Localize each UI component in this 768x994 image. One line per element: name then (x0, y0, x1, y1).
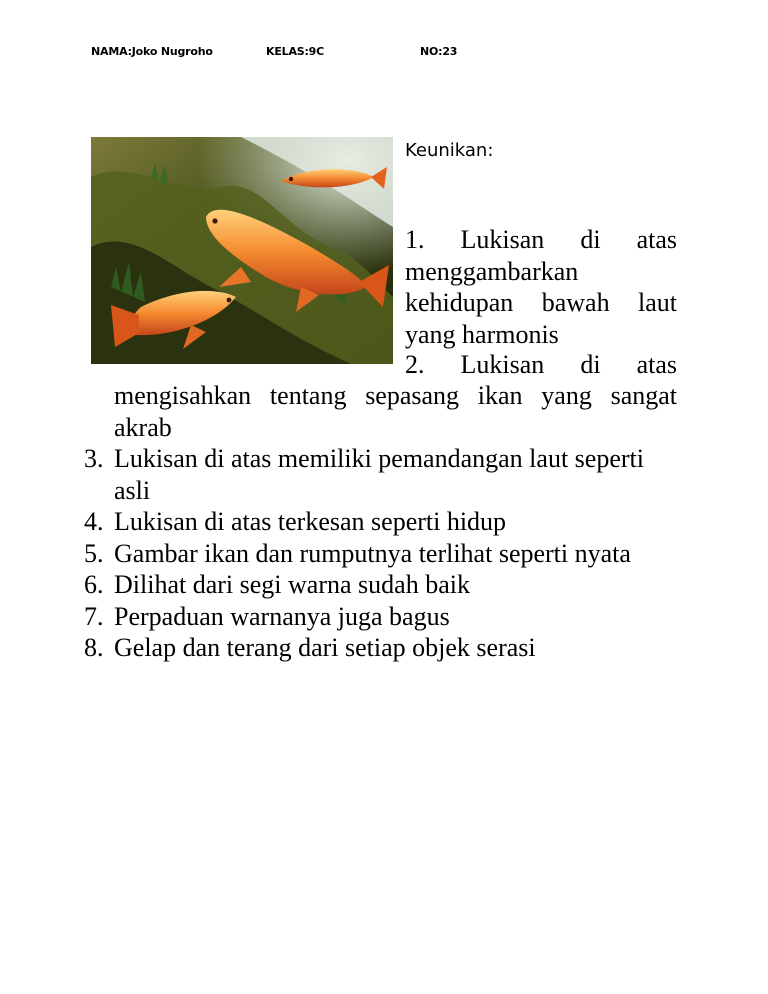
student-name: NAMA:Joko Nugroho (91, 45, 213, 58)
student-class: KELAS:9C (266, 45, 325, 58)
item-text: Gambar ikan dan rumputnya terlihat seperti nyata (114, 538, 631, 568)
item-number: 4. (84, 507, 104, 536)
student-number: NO:23 (420, 45, 458, 58)
list-item (84, 632, 677, 664)
item-number: 1. (405, 225, 425, 254)
item-text: Perpaduan warnanya juga bagus (114, 601, 450, 631)
list-item (84, 443, 677, 506)
item-text: Dilihat dari segi warna sudah baik (114, 570, 470, 599)
item-text: Lukisan di atas menggambarkan kehidupan bawah laut yang harmonis (405, 225, 677, 349)
item-text: Lukisan di atas memiliki pemandangan laut seperti asli (114, 444, 644, 505)
painting-illustration (91, 137, 393, 364)
list-item (84, 601, 677, 633)
item-text: Lukisan di atas terkesan seperti hidup (114, 507, 507, 536)
item-number: 7. (84, 601, 104, 631)
list-item (84, 538, 677, 570)
arowana-painting (91, 137, 393, 364)
item-number: 2. (405, 350, 425, 379)
item-number: 5. (84, 538, 104, 568)
list-item (84, 506, 677, 538)
list-item (405, 224, 677, 350)
list-item-first-line (405, 349, 677, 381)
item-text: Lukisan di atas (460, 350, 677, 379)
item-number: 3. (84, 444, 104, 473)
list-item-continuation: mengisahkan tentang sepasang ikan yang sangat akrab (114, 381, 677, 442)
numbered-list (84, 443, 684, 664)
list-item (84, 569, 677, 601)
item-number: 8. (84, 633, 104, 662)
item-number: 6. (84, 570, 104, 599)
section-title: Keunikan: (405, 140, 494, 161)
item-text: Gelap dan terang dari setiap objek serasi (114, 633, 536, 662)
